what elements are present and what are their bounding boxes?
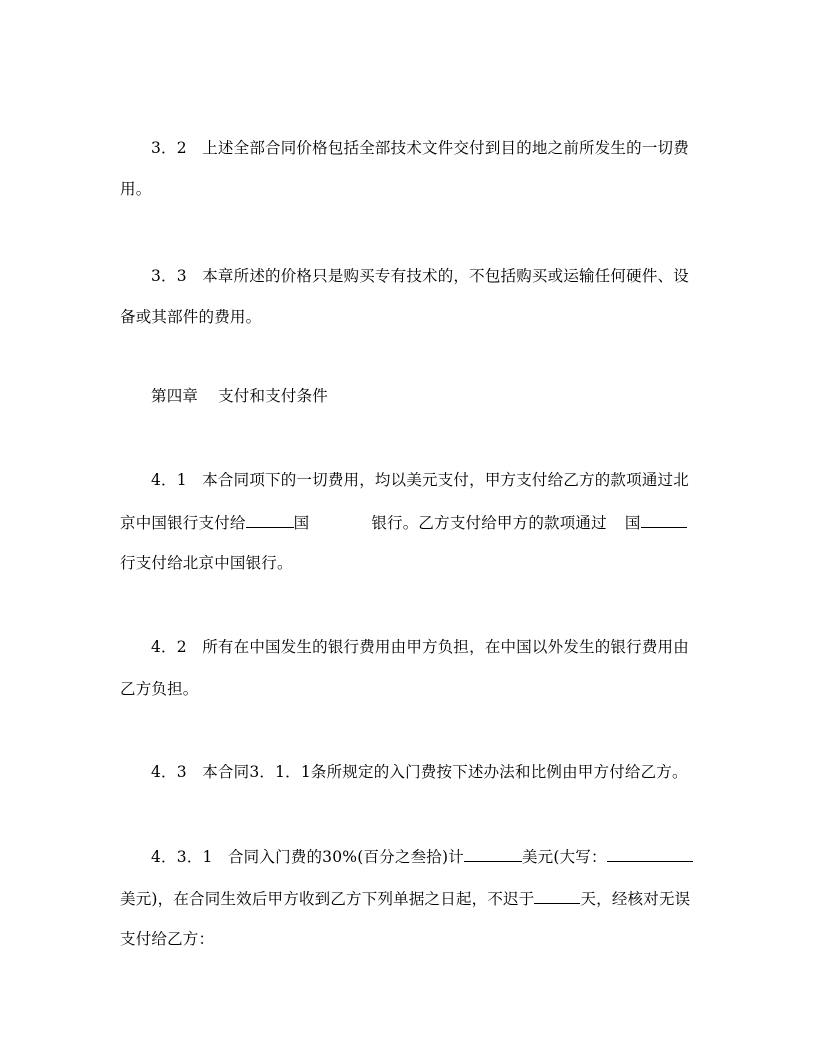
clause-3-2-line-2: 用。	[120, 180, 152, 198]
clause-number: 4．1	[151, 471, 187, 489]
clause-4-3-1-line-1	[151, 846, 699, 867]
clause-number: 3．2	[151, 139, 187, 157]
clause-text: 国	[624, 514, 641, 532]
chapter-title: 支付和支付条件	[218, 387, 329, 405]
fill-in-blank	[534, 888, 580, 904]
clause-text: 美元)，在合同生效后甲方收到乙方下列单据之日起，不迟于	[120, 890, 535, 908]
clause-text: 所有在中国发生的银行费用由甲方负担，在中国以外发生的银行费用由	[202, 638, 689, 656]
fill-in-blank	[607, 846, 693, 862]
clause-number: 4．3	[151, 763, 187, 781]
clause-text: 上述全部合同价格包括全部技术文件交付到目的地之前所发生的一切费	[202, 139, 689, 157]
chapter-number: 第四章	[151, 387, 199, 405]
clause-number: 4．2	[151, 638, 187, 656]
clause-number: 3．3	[151, 267, 187, 285]
clause-4-3-line-1	[151, 762, 699, 782]
clause-4-2-line-1	[151, 637, 699, 657]
fill-in-blank	[464, 846, 522, 862]
clause-4-1-line-2	[120, 512, 700, 533]
clause-3-3-line-1	[151, 266, 699, 286]
clause-text: 合同入门费的30%(百分之叁拾)计	[227, 848, 464, 866]
clause-3-2-line-1	[151, 138, 699, 158]
clause-4-1-line-3: 行支付给北京中国银行。	[120, 554, 293, 572]
clause-3-3-line-2: 备或其部件的费用。	[120, 308, 262, 326]
fill-in-blank	[641, 512, 687, 528]
fill-in-blank	[246, 512, 294, 528]
clause-4-2-line-2: 乙方负担。	[120, 680, 199, 698]
clause-4-1-line-1	[151, 470, 699, 490]
clause-text: 本合同项下的一切费用，均以美元支付，甲方支付给乙方的款项通过北	[202, 471, 689, 489]
clause-text: 美元(大写：	[521, 848, 607, 866]
chapter-heading	[151, 386, 699, 406]
clause-4-3-1-line-3: 支付给乙方：	[120, 930, 215, 948]
clause-text: 本合同3．1．1条所规定的入门费按下述办法和比例由甲方付给乙方。	[202, 763, 688, 781]
clause-text: 国	[293, 514, 310, 532]
clause-text: 天，经核对无误	[580, 890, 691, 908]
clause-text: 银行。乙方支付给甲方的款项通过	[371, 514, 607, 532]
clause-text: 本章所述的价格只是购买专有技术的，不包括购买或运输任何硬件、设	[202, 267, 689, 285]
clause-4-3-1-line-2	[120, 888, 700, 909]
clause-text: 京中国银行支付给	[120, 514, 246, 532]
clause-number: 4．3．1	[151, 848, 213, 866]
